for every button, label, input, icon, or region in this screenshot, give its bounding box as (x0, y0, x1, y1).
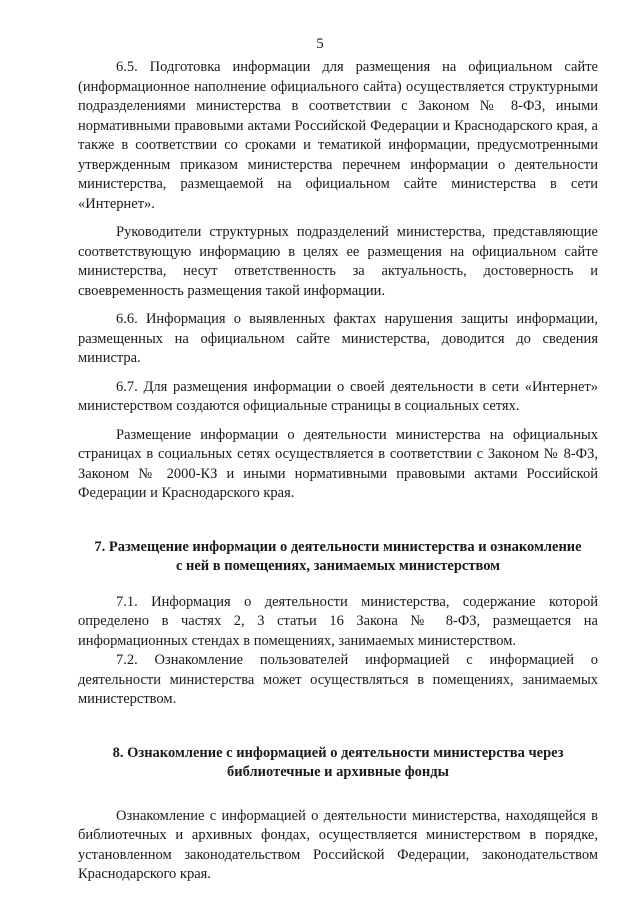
paragraph-6-7-social-networks: Размещение информации о деятельности министерства на официальных страницах в социальных сетях осуществляется в соответствии с Законом № 8-ФЗ, Законом № 2000-КЗ и иными нормативными правовыми актами Российской Федерации и Краснодарского края. (78, 426, 598, 501)
section-7-heading: 7. Размещение информации о деятельности министерства и ознакомление с ней в помещениях, занимаемых министерством (94, 538, 582, 574)
paragraph-6-7: 6.7. Для размещения информации о своей деятельности в сети «Интернет» министерством создаются официальные страницы в социальных сетях. (78, 378, 598, 414)
paragraph-7-1: 7.1. Информация о деятельности министерства, содержание которой определено в частях 2, 3 статьи 16 Закона № 8-ФЗ, размещается на информационных стендах в помещениях, занимаемых министерством. (78, 593, 598, 649)
paragraph-6-5-responsibility: Руководители структурных подразделений министерства, представляющие соответствующую информацию в целях ее размещения на официальном сайте министерства, несут ответственность за актуальность, достоверность и своевременность размещения такой информации. (78, 224, 598, 299)
section-8-heading: 8. Ознакомление с информацией о деятельности министерства через библиотечные и архивные фонды (112, 744, 564, 780)
page-number: 5 (316, 36, 324, 52)
paragraph-6-6: 6.6. Информация о выявленных фактах нарушения защиты информации, размещенных на официальном сайте министерства, доводится до сведения министра. (78, 311, 598, 366)
paragraph-7-2: 7.2. Ознакомление пользователей информацией с информацией о деятельности министерства может осуществляться в помещениях, занимаемых министерством. (78, 652, 598, 707)
paragraph-8-1: Ознакомление с информацией о деятельности министерства, находящейся в библиотечных и архивных фондах, осуществляется министерством в порядке, установленном законодательством Российской Федерации, законодательством Краснодарского края. (78, 807, 598, 882)
document-body (78, 58, 598, 885)
paragraph-6-5: 6.5. Подготовка информации для размещения на официальном сайте (информационное наполнение официального сайта) осуществляется структурными подразделениями министерства в соответствии с Законом № 8-ФЗ, иными нормативными правовыми актами Российской Федерации и Краснодарского края, а также в соответствии со сроками и тематикой информации, предусмотренными утвержденным приказом министерства перечнем информации о деятельности министерства, размещаемой на официальном сайте министерства в сети «Интернет». (78, 59, 598, 212)
